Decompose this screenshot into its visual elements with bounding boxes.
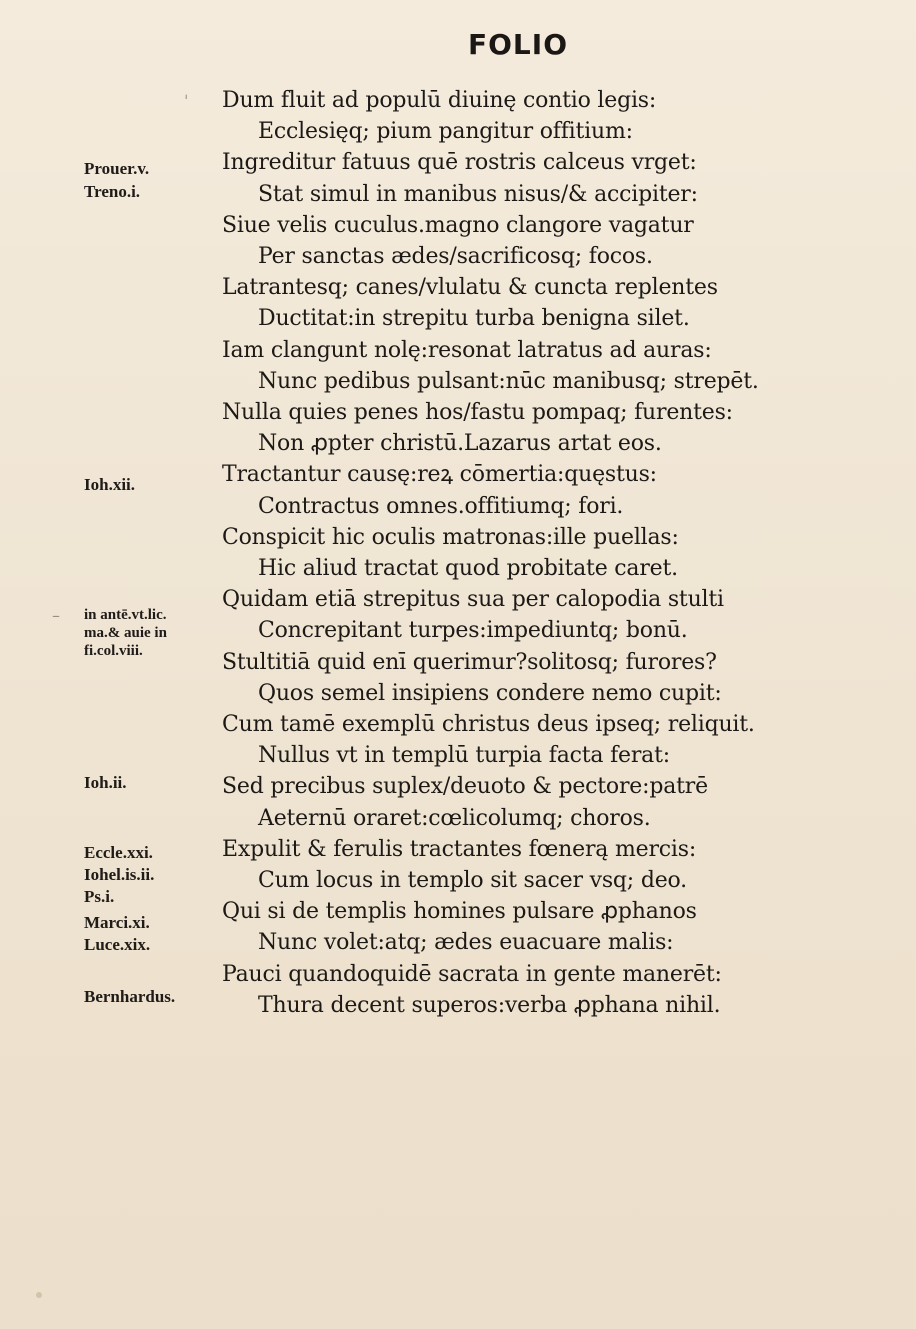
margin-note: Ioh.xii.: [84, 475, 136, 494]
margin-tick-mark: –: [52, 606, 60, 625]
margin-note: Ps.i.: [84, 887, 115, 906]
verse-line: Quidam etiā strepitus sua per calopodia stulti: [222, 587, 724, 613]
verse-line: Nunc volet:atq; ædes euacuare malis:: [258, 930, 674, 956]
verse-line: Contractus omnes.offitiumq; fori.: [258, 493, 624, 519]
verse-line: Concrepitant turpes:impediuntq; bonū.: [258, 618, 688, 644]
verse-line: Pauci quandoquidē sacrata in gente manerēt:: [222, 961, 722, 987]
verse-line: Thura decent superos:verba ꝓphana nihil.: [258, 992, 721, 1018]
margin-tick-mark: ˈ: [184, 92, 189, 111]
margin-note: Ioh.ii.: [84, 773, 127, 792]
paper-stain: [36, 1292, 42, 1298]
margin-note: fi.col.viii.: [84, 643, 143, 659]
margin-note: ma.& auie in: [84, 625, 167, 641]
verse-line: Conspicit hic oculis matronas:ille puellas:: [222, 524, 679, 550]
verse-line: Aeternū oraret:cœlicolumq; choros.: [258, 805, 651, 831]
verse-line: Expulit & ferulis tractantes fœnerą mercis:: [222, 836, 697, 862]
verse-line: Tractantur causę:reꝝ cōmertia:quęstus:: [222, 462, 657, 488]
margin-note: Treno.i.: [84, 182, 141, 201]
margin-note: Bernhardus.: [84, 987, 176, 1006]
verse-line: Nulla quies penes hos/fastu pompaq; furentes:: [222, 400, 733, 425]
margin-note: Iohel.is.ii.: [84, 865, 155, 884]
margin-note: in antē.vt.lic.: [84, 607, 167, 623]
verse-line: Nunc pedibus pulsant:nūc manibusq; strepēt.: [258, 368, 759, 394]
verse-line: Non ꝓpter christū.Lazarus artat eos.: [258, 431, 662, 457]
verse-line: Ductitat:in strepitu turba benigna silet.: [258, 306, 690, 332]
verse-line: Cum locus in templo sit sacer vsq; deo.: [258, 868, 687, 893]
verse-line: Qui si de templis homines pulsare ꝓphanos: [222, 899, 697, 925]
margin-note: Luce.xix.: [84, 935, 151, 954]
verse-line: Nullus vt in templū turpia facta ferat:: [258, 743, 670, 769]
verse-line: Quos semel insipiens condere nemo cupit:: [258, 680, 722, 706]
verse-line: Stat simul in manibus nisus/& accipiter:: [258, 181, 698, 207]
verse-line: Hic aliud tractat quod probitate caret.: [258, 556, 678, 581]
verse-line: Dum fluit ad populū diuinę contio legis:: [222, 88, 657, 113]
verse-line: Cum tamē exemplū christus deus ipseq; reliquit.: [222, 712, 755, 737]
verse-line: Iam clangunt nolę:resonat latratus ad auras:: [222, 337, 712, 363]
verse-line: Latrantesq; canes/vlulatu & cuncta replentes: [222, 275, 718, 301]
verse-line: Sed precibus suplex/deuoto & pectore:patrē: [222, 774, 708, 800]
verse-line: Stultitiā quid enī querimur?solitosq; furores?: [222, 649, 717, 675]
margin-note: Prouer.v.: [84, 159, 150, 178]
verse-line: Ecclesięq; pium pangitur offitium:: [258, 119, 633, 145]
margin-note: Eccle.xxi.: [84, 843, 153, 862]
verse-line: Siue velis cuculus.magno clangore vagatur: [222, 212, 694, 238]
verse-line: Per sanctas ædes/sacrificosq; focos.: [258, 244, 653, 269]
page-header: FOLIO: [468, 28, 568, 61]
margin-note: Marci.xi.: [84, 913, 150, 932]
verse-line: Ingreditur fatuus quē rostris calceus vrget:: [222, 150, 697, 176]
